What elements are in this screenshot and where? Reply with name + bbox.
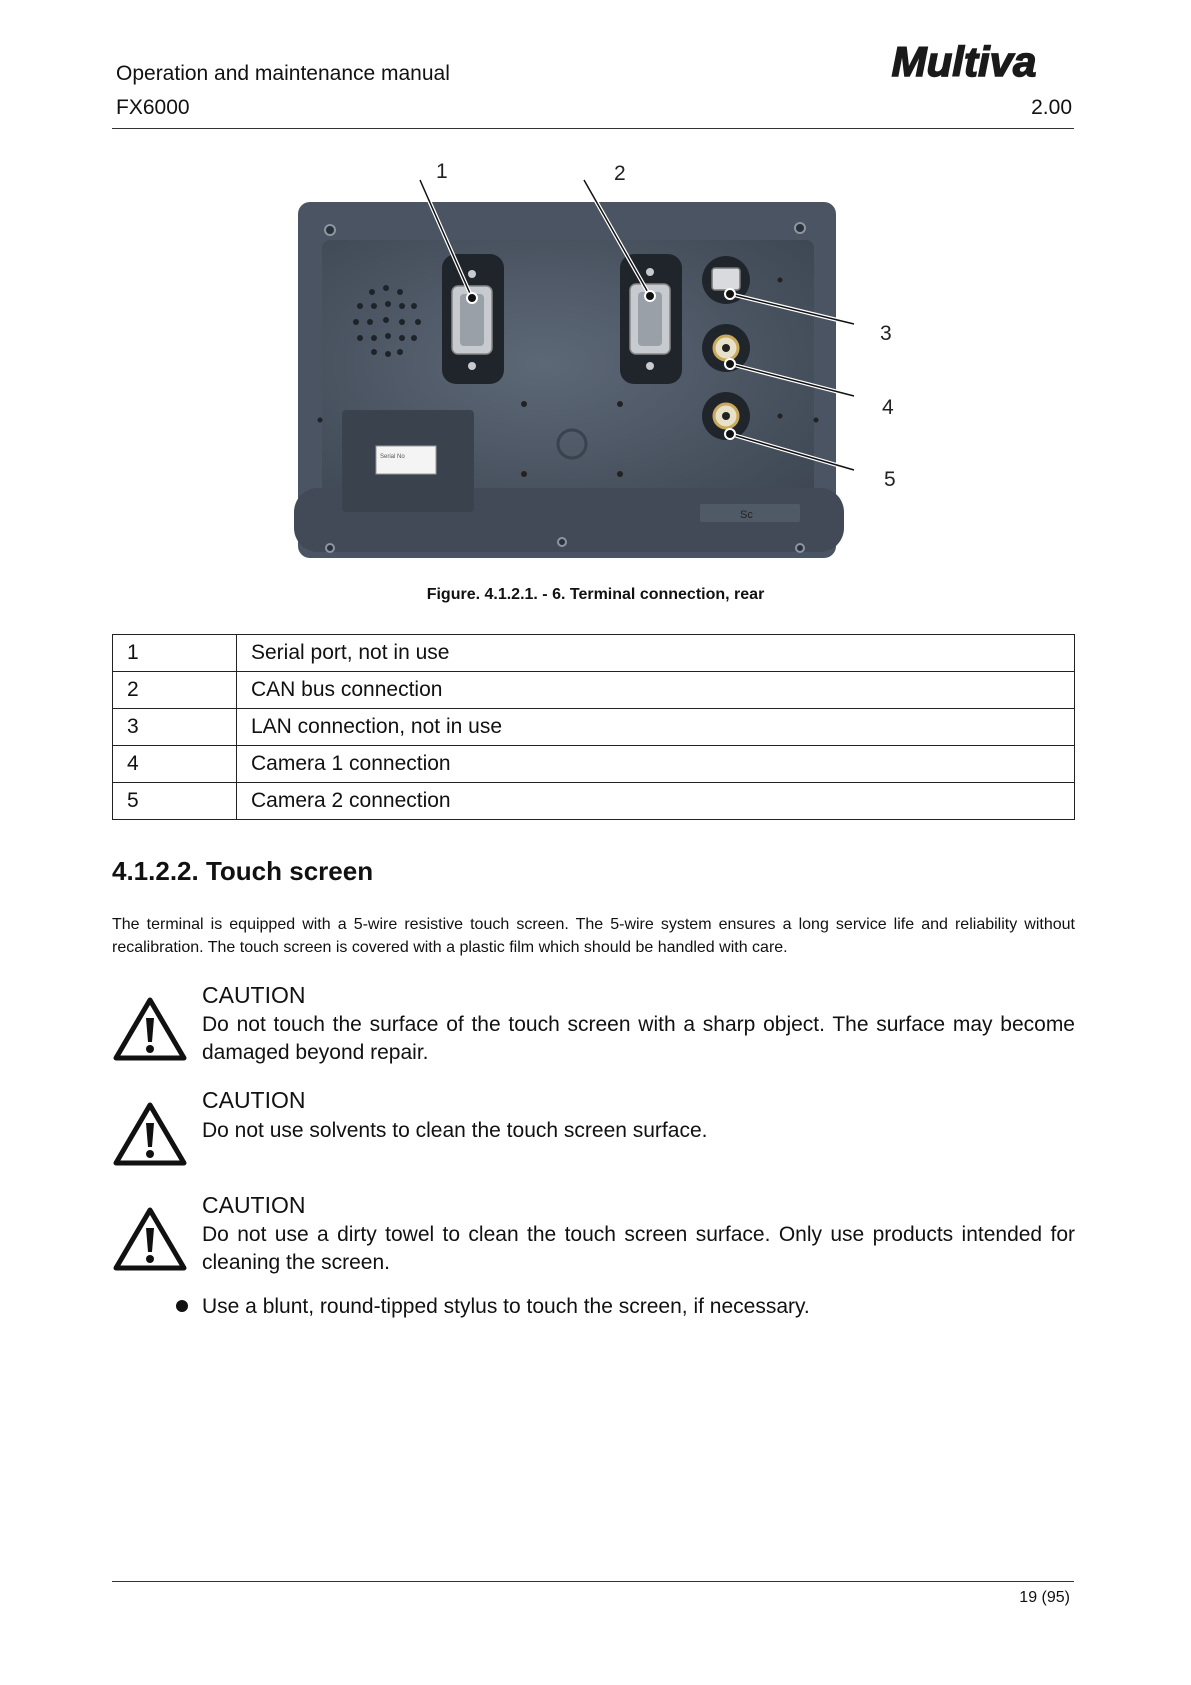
table-row — [113, 635, 1075, 672]
footer-rule — [112, 1581, 1074, 1582]
table-row — [113, 709, 1075, 746]
svg-text:Serial No: Serial No — [380, 454, 405, 460]
caution-text: Do not use solvents to clean the touch screen surface. — [202, 1119, 708, 1142]
svg-text:Sc: Sc — [740, 509, 753, 521]
model-name: FX6000 — [116, 96, 190, 119]
figure-caption: Figure. 4.1.2.1. - 6. Terminal connection, rear — [426, 586, 765, 603]
header-rule — [112, 128, 1074, 129]
row-description: Camera 1 connection — [237, 746, 1075, 783]
lan-port-socket — [712, 268, 740, 290]
callout-2: 2 — [614, 162, 626, 185]
callout-1: 1 — [436, 160, 448, 183]
section-paragraph: The terminal is equipped with a 5-wire resistive touch screen. The 5-wire system ensures a long service life and reliability without recalibration. The touch screen is covered with a plastic film which should be handled with care. — [112, 916, 1075, 956]
warning-icon — [113, 996, 187, 1062]
row-description: Serial port, not in use — [237, 635, 1075, 672]
row-description: LAN connection, not in use — [237, 709, 1075, 746]
caution-heading: CAUTION — [202, 1192, 306, 1218]
page-number: 19 (95) — [1019, 1589, 1070, 1606]
manual-title: Operation and maintenance manual — [116, 62, 450, 85]
row-number: 2 — [113, 672, 237, 709]
caution-heading: CAUTION — [202, 1087, 306, 1113]
logo-wordmark: Multiva — [891, 38, 1037, 85]
row-number: 5 — [113, 783, 237, 820]
document-version: 2.00 — [1031, 96, 1072, 119]
callout-3: 3 — [880, 322, 892, 345]
caution-text: Do not use a dirty towel to clean the touch screen surface. Only use products intended for cleaning the screen. — [202, 1223, 1075, 1274]
warning-icon — [113, 1206, 187, 1272]
table-row — [113, 746, 1075, 783]
callout-5: 5 — [884, 468, 896, 491]
table-row — [113, 672, 1075, 709]
warning-icon — [113, 1101, 187, 1167]
row-number: 3 — [113, 709, 237, 746]
bullet-text: Use a blunt, round-tipped stylus to touch the screen, if necessary. — [202, 1295, 810, 1318]
caution-text: Do not touch the surface of the touch screen with a sharp object. The surface may become damaged beyond repair. — [202, 1013, 1075, 1064]
row-number: 1 — [113, 635, 237, 672]
callout-4: 4 — [882, 396, 894, 419]
caution-heading: CAUTION — [202, 982, 306, 1008]
terminal-rear-figure — [294, 158, 894, 564]
multiva-logo — [858, 38, 1070, 84]
table-row — [113, 783, 1075, 820]
row-description: Camera 2 connection — [237, 783, 1075, 820]
serial-label — [376, 446, 436, 474]
section-title: 4.1.2.2. Touch screen — [112, 856, 374, 886]
row-number: 4 — [113, 746, 237, 783]
bullet-icon — [176, 1300, 188, 1312]
row-description: CAN bus connection — [237, 672, 1075, 709]
connection-table — [112, 634, 1075, 820]
